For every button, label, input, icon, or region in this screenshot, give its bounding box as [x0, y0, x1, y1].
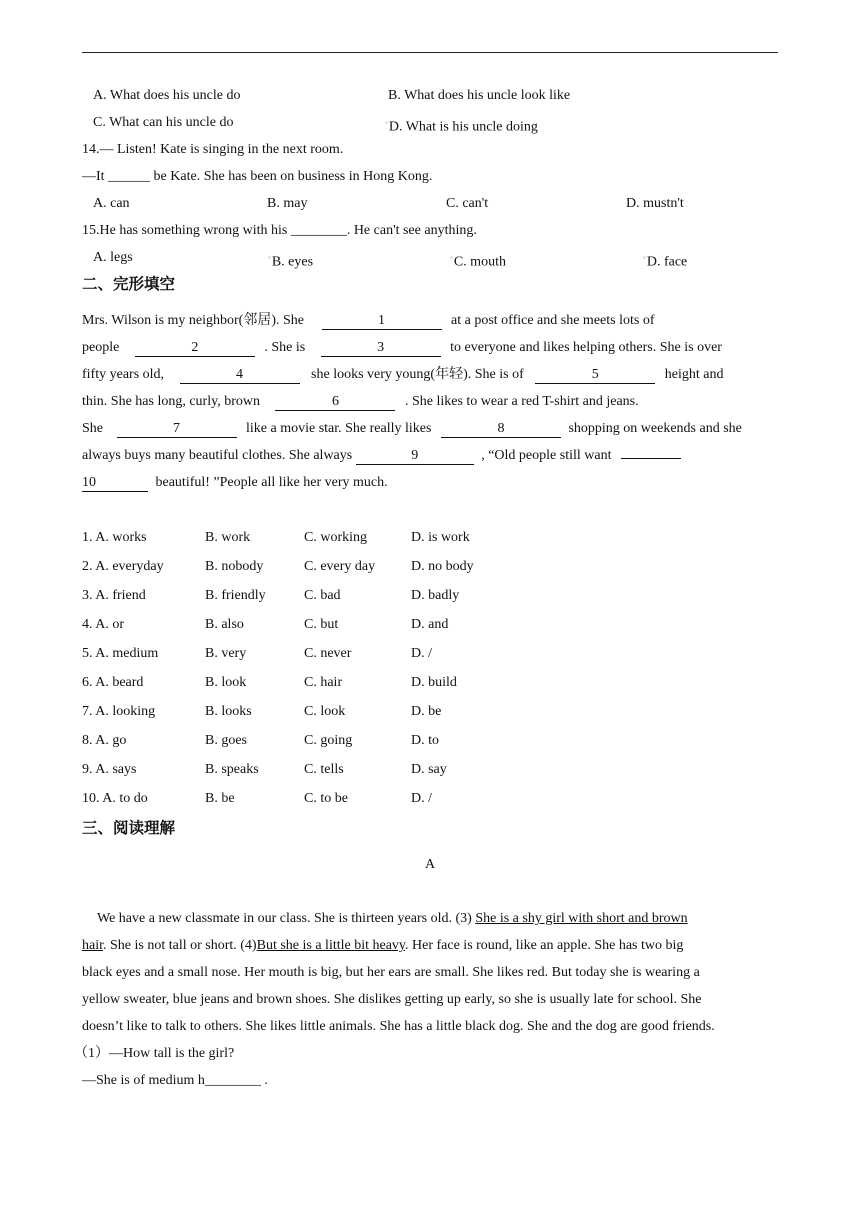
reading-line-1: We have a new classmate in our class. She is thirteen years old. (3) She is a shy girl with short and brown — [97, 911, 688, 926]
q14-response: —It ______ be Kate. She has been on business in Hong Kong. — [82, 169, 433, 184]
q14-option-a: A. can — [93, 196, 130, 211]
q15-question: 15.He has something wrong with his ________. He can't see anything. — [82, 223, 477, 238]
cloze-blank-1: 1 — [322, 312, 442, 330]
reading-line-5: doesn’t like to talk to others. She likes little animals. She has a little black dog. She and the dog are good friends. — [82, 1019, 715, 1034]
q13-option-c: C. What can his uncle do — [93, 115, 234, 130]
underlined-sentence-4: But she is a little bit heavy — [256, 938, 406, 953]
cloze-line-3: fifty years old, 4 she looks very young(年轻). She is of 5 height and — [82, 367, 724, 382]
underlined-sentence-3-end: hair — [82, 938, 103, 953]
cloze-line-4: thin. She has long, curly, brown 6 . She likes to wear a red T-shirt and jeans. — [82, 394, 639, 409]
option-marker-icon: ◦ — [450, 253, 453, 262]
q14-option-c: C. can't — [446, 196, 489, 211]
section-title-cloze: 二、完形填空 — [82, 275, 176, 293]
option-marker-icon: ◦ — [385, 118, 388, 127]
q15-option-b: ◦B. eyes — [268, 253, 314, 270]
q15-option-d: ◦D. face — [643, 253, 688, 270]
cloze-line-1: Mrs. Wilson is my neighbor(邻居). She 1 at a post office and she meets lots of — [82, 313, 655, 328]
reading-line-3: black eyes and a small nose. Her mouth is big, but her ears are small. She likes red. But today she is wearing a — [82, 965, 700, 980]
reading-line-4: yellow sweater, blue jeans and brown shoes. She dislikes getting up early, so she is usually late for school. She — [82, 992, 702, 1007]
cloze-blank-6: 6 — [275, 393, 395, 411]
cloze-blank-5: 5 — [535, 366, 655, 384]
cloze-line-5: She 7 like a movie star. She really likes 8 shopping on weekends and she — [82, 421, 742, 436]
reading-line-2: hair. She is not tall or short. (4)But she is a little bit heavy. Her face is round, like an apple. She has two big — [82, 938, 684, 953]
cloze-line-2: people 2 . She is 3 to everyone and likes helping others. She is over — [82, 340, 722, 355]
cloze-blank-7: 7 — [117, 420, 237, 438]
cloze-blank-9: 9 — [356, 447, 474, 465]
cloze-line-6: always buys many beautiful clothes. She always 9 , “Old people still want — [82, 446, 681, 466]
q14-question: 14.— Listen! Kate is singing in the next room. — [82, 142, 344, 157]
q15-option-c: ◦C. mouth — [450, 253, 506, 270]
header-rule — [82, 52, 778, 53]
cloze-blank-4: 4 — [180, 366, 300, 384]
option-marker-icon: ◦ — [268, 253, 271, 262]
q13-option-a: A. What does his uncle do — [93, 88, 241, 103]
cloze-continuation-blank — [621, 458, 681, 459]
q13-option-d: ◦D. What is his uncle doing — [385, 118, 538, 135]
q14-option-d: D. mustn't — [626, 196, 684, 211]
q13-option-b: B. What does his uncle look like — [388, 88, 571, 103]
cloze-blank-2: 2 — [135, 339, 255, 357]
q15-option-a: A. legs — [93, 250, 133, 265]
cloze-blank-3: 3 — [321, 339, 441, 357]
cloze-blank-8: 8 — [441, 420, 561, 438]
reading-answer-1: —She is of medium h________ . — [82, 1073, 268, 1088]
q14-option-b: B. may — [267, 196, 308, 211]
cloze-blank-10: 10 — [82, 474, 148, 492]
section-title-reading: 三、阅读理解 — [82, 819, 176, 837]
passage-label: A — [425, 857, 436, 872]
cloze-line-7: 10 beautiful! ”People all like her very much. — [82, 475, 388, 490]
reading-question-1: （1）—How tall is the girl? — [74, 1046, 235, 1061]
underlined-sentence-3: She is a shy girl with short and brown — [475, 911, 688, 926]
option-marker-icon: ◦ — [643, 253, 646, 262]
